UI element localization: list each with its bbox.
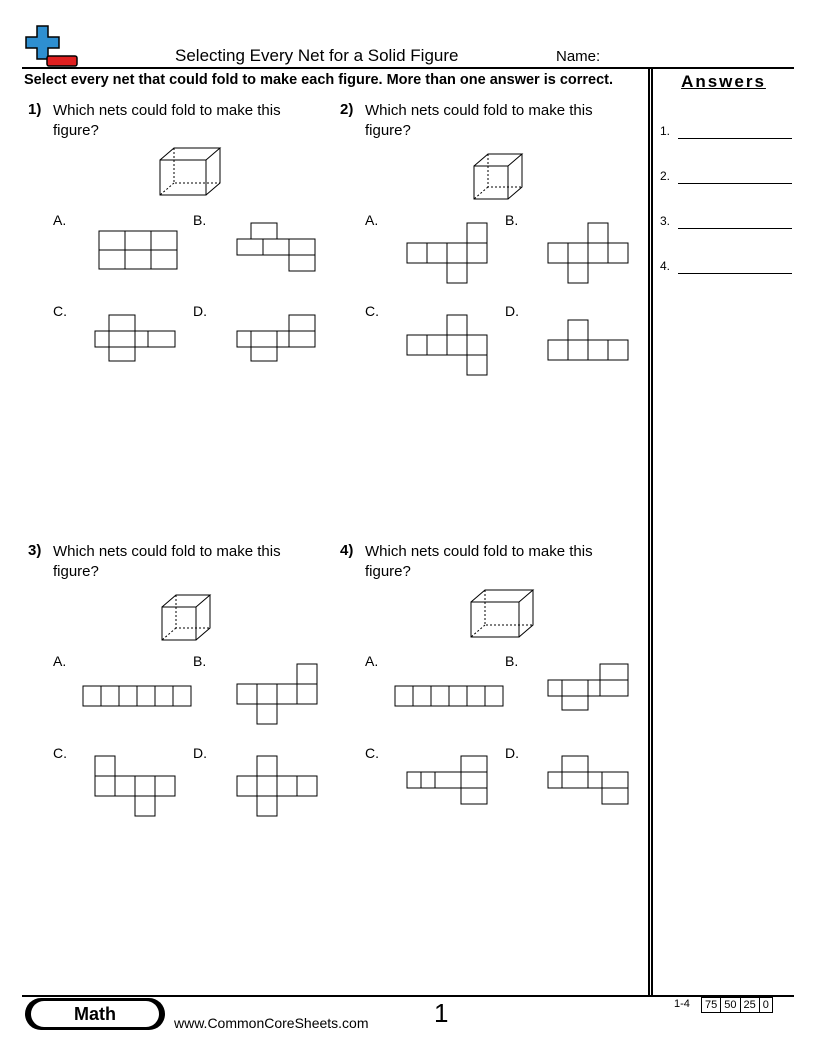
subject-label: Math [31, 1001, 159, 1027]
net-diagram [94, 314, 178, 364]
answer-label-3: 3. [660, 214, 671, 228]
option-label: D. [505, 303, 519, 319]
net-diagram [236, 755, 320, 819]
option-label: D. [505, 745, 519, 761]
column-divider [648, 67, 653, 995]
option-label: C. [53, 745, 67, 761]
question-number: 3) [28, 542, 42, 559]
cube-figure [160, 593, 212, 643]
score-table [701, 997, 773, 1013]
net-diagram [394, 685, 506, 709]
question-text: Which nets could fold to make this figure? [365, 102, 593, 139]
option-label: A. [53, 653, 67, 669]
score-cell: 75 [702, 998, 721, 1013]
net-diagram [547, 319, 631, 363]
answers-heading: Answers [681, 72, 766, 91]
option-label: B. [193, 212, 207, 228]
question-number: 2) [340, 101, 354, 118]
answer-label-4: 4. [660, 259, 671, 273]
option-label: A. [53, 212, 67, 228]
answer-line-3[interactable] [678, 228, 792, 229]
question-number: 4) [340, 542, 354, 559]
cube-figure [158, 146, 222, 198]
option-label: C. [53, 303, 67, 319]
net-diagram [406, 755, 490, 807]
net-diagram [82, 685, 194, 709]
net-diagram [236, 222, 320, 274]
net-diagram [236, 314, 320, 364]
question-text: Which nets could fold to make this figure? [53, 543, 281, 580]
answer-label-1: 1. [660, 124, 671, 138]
option-label: B. [505, 212, 519, 228]
cube-figure [469, 588, 535, 640]
answer-line-4[interactable] [678, 273, 792, 274]
worksheet-title: Selecting Every Net for a Solid Figure [175, 46, 459, 65]
score-cell: 25 [740, 998, 759, 1013]
question-text: Which nets could fold to make this figure? [53, 102, 281, 139]
option-label: C. [365, 303, 379, 319]
net-diagram [547, 755, 631, 807]
instructions: Select every net that could fold to make each figure. More than one answer is correct. [24, 72, 614, 88]
net-diagram [236, 663, 320, 727]
option-label: B. [505, 653, 519, 669]
net-diagram [406, 222, 490, 286]
score-cell: 50 [721, 998, 740, 1013]
option-label: B. [193, 653, 207, 669]
net-diagram [547, 222, 631, 286]
site-url: www.CommonCoreSheets.com [174, 1015, 369, 1031]
net-diagram [406, 314, 490, 378]
footer-rule [22, 995, 794, 997]
option-label: D. [193, 303, 207, 319]
answer-label-2: 2. [660, 169, 671, 183]
score-range: 1-4 [674, 998, 690, 1010]
name-label: Name: [556, 48, 601, 65]
header-rule [22, 67, 794, 69]
question-number: 1) [28, 101, 42, 118]
cube-figure [472, 152, 524, 202]
answer-line-2[interactable] [678, 183, 792, 184]
question-text: Which nets could fold to make this figure? [365, 543, 593, 580]
option-label: A. [365, 653, 379, 669]
option-label: D. [193, 745, 207, 761]
plus-minus-logo [22, 24, 80, 70]
answer-line-1[interactable] [678, 138, 792, 139]
net-diagram [94, 755, 178, 819]
option-label: C. [365, 745, 379, 761]
net-diagram [98, 230, 180, 272]
score-cell: 0 [759, 998, 772, 1013]
option-label: A. [365, 212, 379, 228]
net-diagram [547, 663, 631, 715]
page-number: 1 [434, 998, 449, 1028]
